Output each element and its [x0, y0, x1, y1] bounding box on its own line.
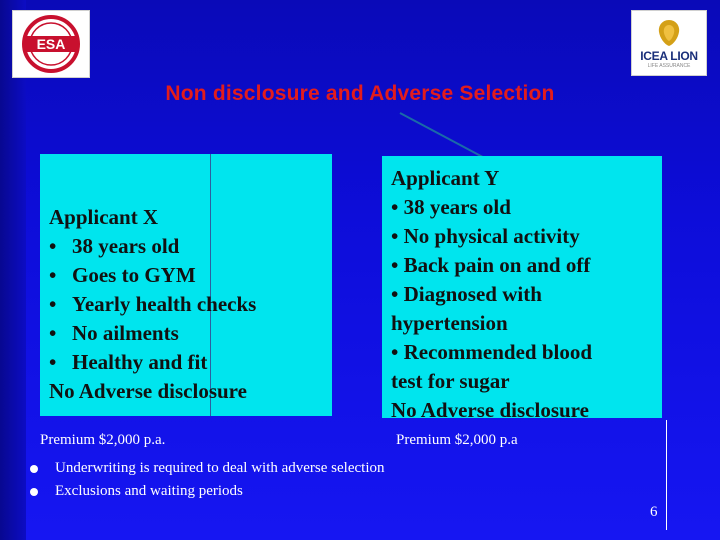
applicant-x-item: • Healthy and fit	[49, 350, 208, 374]
applicant-x-item: • Goes to GYM	[49, 263, 196, 287]
applicant-x-item: • 38 years old	[49, 234, 180, 258]
right-decorative-rule	[666, 420, 667, 530]
applicant-x-card	[40, 154, 332, 416]
applicant-y-line: • 38 years old	[391, 195, 511, 219]
applicant-y-line: test for sugar	[391, 369, 510, 393]
lion-head-icon	[654, 18, 684, 48]
bullet-dot-icon	[30, 488, 38, 496]
icea-lion-logo	[631, 10, 707, 76]
left-decorative-rule	[0, 0, 26, 540]
bullet-item: Exclusions and waiting periods	[30, 480, 384, 503]
applicant-y-line: Applicant Y	[391, 166, 500, 190]
esa-logo	[12, 10, 90, 78]
applicant-y-line: • Diagnosed with	[391, 282, 542, 306]
applicant-y-card	[382, 156, 662, 422]
premium-x-label: Premium $2,000 p.a.	[40, 432, 166, 448]
icea-lion-wordmark: ICEA LION	[640, 48, 698, 63]
applicant-y-line: No Adverse disclosure	[391, 398, 589, 422]
icea-lion-subtext: LIFE ASSURANCE	[647, 62, 691, 69]
applicant-y-line: • No physical activity	[391, 224, 580, 248]
esa-logo-text: ESA	[36, 36, 66, 52]
applicant-x-item: • No ailments	[49, 321, 179, 345]
premium-y-label: Premium $2,000 p.a	[396, 432, 518, 448]
page-number: 6	[650, 504, 658, 520]
applicant-y-line: hypertension	[391, 311, 508, 335]
esa-logo-icon	[15, 13, 87, 75]
bullet-dot-icon	[30, 465, 38, 473]
applicant-x-item: • Yearly health checks	[49, 292, 257, 316]
bullet-list	[30, 457, 384, 503]
applicant-x-heading: Applicant X	[49, 205, 159, 229]
bullet-item: Underwriting is required to deal with adverse selection	[30, 457, 384, 480]
applicant-x-footer: No Adverse disclosure	[49, 379, 247, 403]
applicant-y-line: • Back pain on and off	[391, 253, 591, 277]
applicant-y-line: • Recommended blood	[391, 340, 593, 364]
slide-title: Non disclosure and Adverse Selection	[165, 82, 555, 105]
